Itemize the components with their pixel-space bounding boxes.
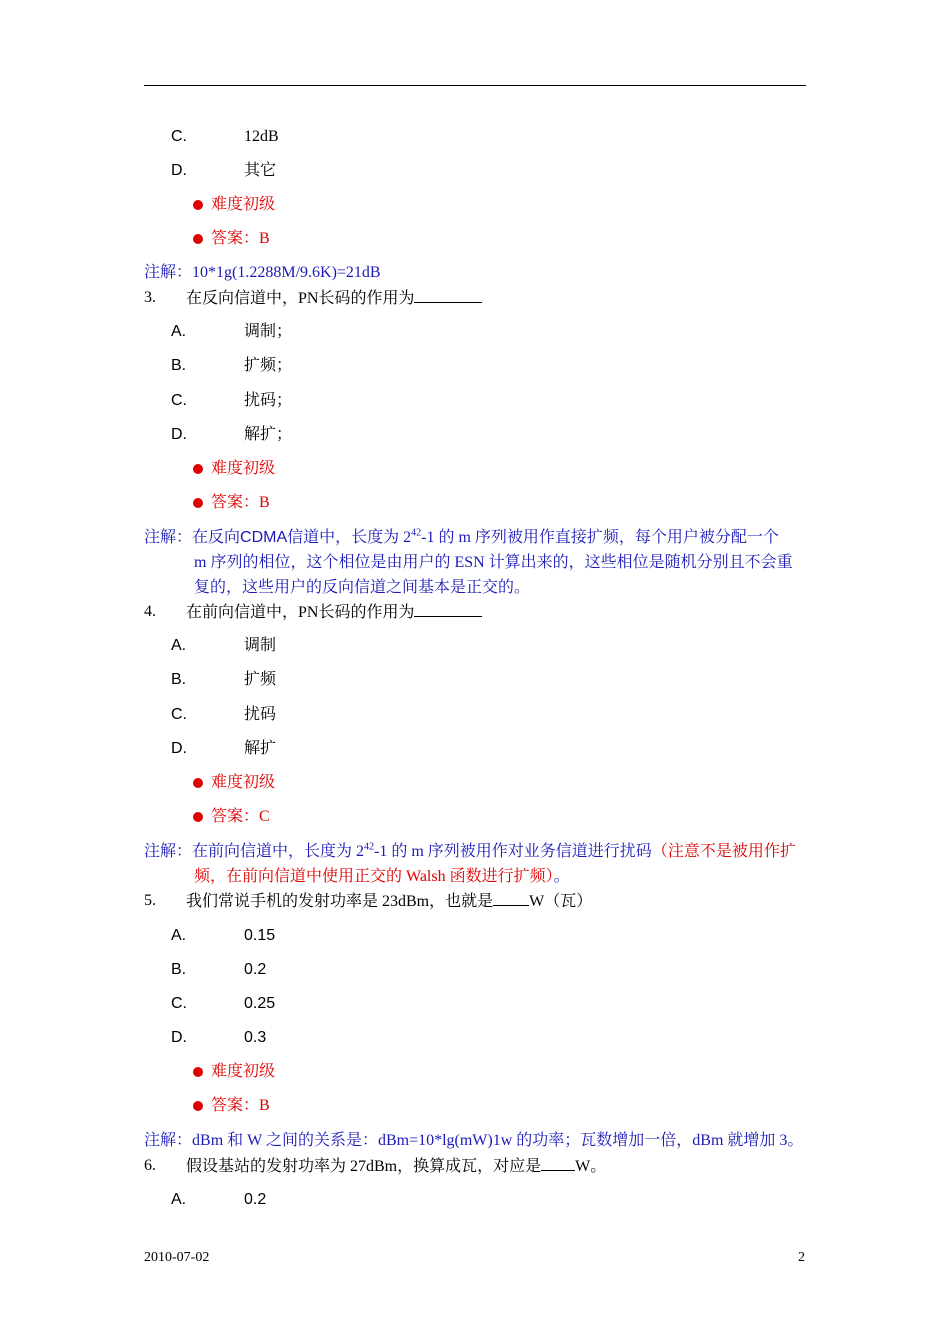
bullet-icon bbox=[193, 812, 203, 822]
q4-option-a-letter: A. bbox=[171, 637, 187, 654]
answer-blank bbox=[493, 891, 529, 906]
q3-answer: 答案：B bbox=[193, 493, 270, 513]
bullet-icon bbox=[193, 1067, 203, 1077]
bullet-icon bbox=[193, 1101, 203, 1111]
header-rule bbox=[144, 85, 806, 86]
q5-option-c-letter: C. bbox=[171, 995, 187, 1012]
q4-answer: 答案：C bbox=[193, 807, 270, 827]
q2-difficulty: 难度初级 bbox=[193, 195, 275, 215]
q4-number: 4. bbox=[144, 603, 156, 620]
q4-option-b-letter: B. bbox=[171, 671, 187, 688]
q5-option-b-letter: B. bbox=[171, 961, 187, 978]
q2-option-c-text: 12dB bbox=[244, 128, 279, 145]
answer-blank bbox=[541, 1156, 575, 1171]
q6-option-a-letter: A. bbox=[171, 1191, 187, 1208]
q6-option-a-text: 0.2 bbox=[244, 1191, 267, 1208]
q5-option-c-text: 0.25 bbox=[244, 995, 276, 1012]
q4-option-d-letter: D. bbox=[171, 740, 187, 757]
q4-difficulty: 难度初级 bbox=[193, 773, 275, 793]
q5-note: 注解：dBm 和 W 之间的关系是：dBm=10*lg(mW)1w 的功率；瓦数增加一倍，dBm 就增加 3。 bbox=[144, 1132, 804, 1149]
q3-option-d-text: 解扩； bbox=[244, 426, 293, 443]
q2-answer: 答案：B bbox=[193, 229, 270, 249]
q4-option-d-text: 解扩 bbox=[244, 740, 277, 757]
q3-option-a-letter: A. bbox=[171, 323, 187, 340]
q2-option-c-letter: C. bbox=[171, 128, 187, 145]
q5-difficulty: 难度初级 bbox=[193, 1062, 275, 1082]
q4-option-b-text: 扩频 bbox=[244, 671, 277, 688]
q5-option-a-text: 0.15 bbox=[244, 927, 276, 944]
q2-note: 注解：10*1g(1.2288M/9.6K)=21dB bbox=[144, 264, 381, 281]
q4-option-c-letter: C. bbox=[171, 706, 187, 723]
bullet-icon bbox=[193, 200, 203, 210]
bullet-icon bbox=[193, 234, 203, 244]
q5-option-d-text: 0.3 bbox=[244, 1029, 267, 1046]
bullet-icon bbox=[193, 778, 203, 788]
answer-blank bbox=[414, 602, 482, 617]
q5-option-a-letter: A. bbox=[171, 927, 187, 944]
q3-option-d-letter: D. bbox=[171, 426, 187, 443]
q6-text: 假设基站的发射功率为 27dBm，换算成瓦，对应是 W。 bbox=[186, 1158, 607, 1175]
q4-text: 在前向信道中，PN长码的作用为 bbox=[186, 602, 482, 623]
q3-option-c-text: 扰码； bbox=[244, 392, 293, 409]
q3-difficulty: 难度初级 bbox=[193, 459, 275, 479]
q5-text: 我们常说手机的发射功率是 23dBm，也就是 W（瓦） bbox=[186, 893, 593, 910]
bullet-icon bbox=[193, 498, 203, 508]
q3-text: 在反向信道中，PN长码的作用为 bbox=[186, 288, 482, 309]
q3-option-b-text: 扩频； bbox=[244, 357, 293, 374]
footer-date: 2010-07-02 bbox=[144, 1250, 210, 1265]
footer-page-number: 2 bbox=[798, 1250, 805, 1265]
q3-option-a-text: 调制； bbox=[244, 323, 293, 340]
q6-number: 6. bbox=[144, 1157, 156, 1174]
q5-option-b-text: 0.2 bbox=[244, 961, 267, 978]
q5-answer: 答案：B bbox=[193, 1096, 270, 1116]
bullet-icon bbox=[193, 464, 203, 474]
q3-option-b-letter: B. bbox=[171, 357, 187, 374]
q3-number: 3. bbox=[144, 289, 156, 306]
q4-note: 注解：在前向信道中，长度为 $2^{42}-1$ 的 m 序列被用作对业务信道进行扰码（注意不是被用作扩 频，在前向信道中使用正交的 Walsh 函数进行扩频）。 bbox=[144, 841, 796, 885]
q3-option-c-letter: C. bbox=[171, 392, 187, 409]
q3-note: 注解：在反向CDMA信道中，长度为 $2^{42}-1$ 的 m 序列被用作直接扩频，每个用户被分配一个 m 序列的相位，这个相位是由用户的 ESN 计算出来的，这些相位是随机分别且不会重 复的，这些用户的反向信道之间基本是正交的。 bbox=[144, 527, 793, 596]
q2-option-d-letter: D. bbox=[171, 162, 187, 179]
q4-option-c-text: 扰码 bbox=[244, 706, 277, 723]
q5-number: 5. bbox=[144, 892, 156, 909]
q5-option-d-letter: D. bbox=[171, 1029, 187, 1046]
answer-blank bbox=[414, 288, 482, 303]
q4-option-a-text: 调制 bbox=[244, 637, 277, 654]
q2-option-d-text: 其它 bbox=[244, 162, 277, 179]
